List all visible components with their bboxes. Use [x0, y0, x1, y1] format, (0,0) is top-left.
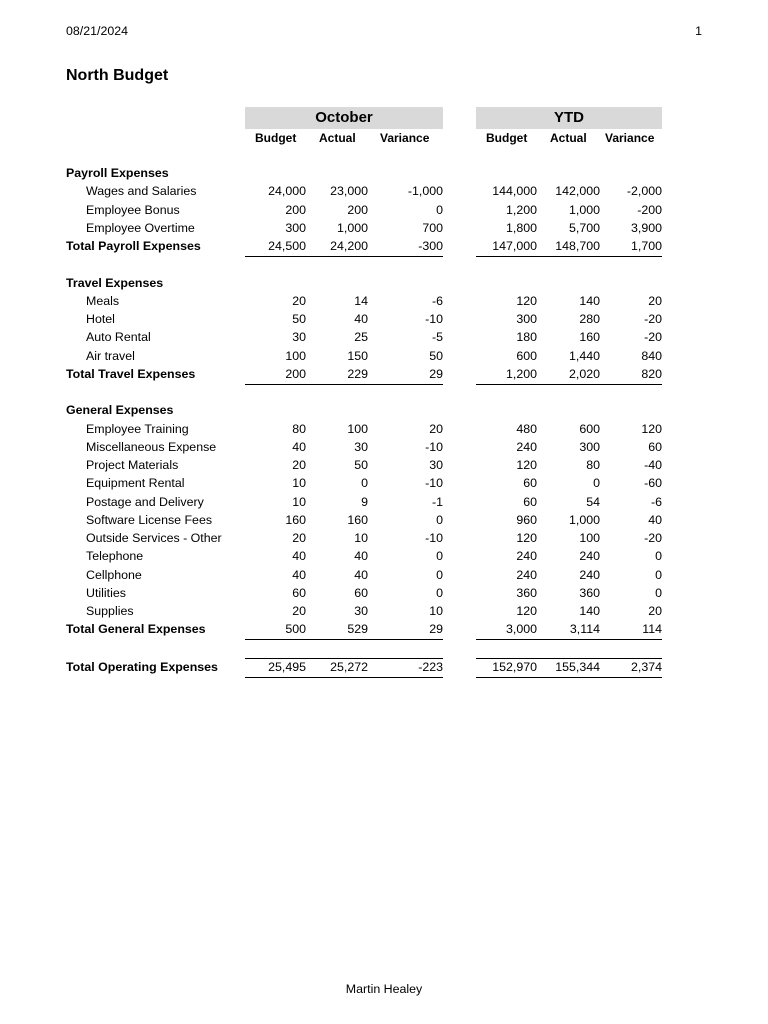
cell-ytd-budget: 1,200: [505, 366, 537, 381]
cell-oct-variance: -300: [418, 239, 443, 253]
cell-oct-variance: -10: [425, 312, 443, 326]
cell-oct-actual: 10: [354, 531, 368, 545]
cell-oct-variance: -6: [431, 293, 443, 308]
cell-oct-budget: 25,495: [268, 659, 306, 674]
cell-ytd-budget: 480: [516, 421, 537, 436]
cell-ytd-actual: 240: [579, 567, 600, 582]
cell-oct-budget: 40: [292, 439, 306, 454]
cell-ytd-variance: 114: [642, 622, 662, 637]
total-rule: [476, 677, 662, 678]
grand-total-row: [0, 660, 768, 678]
cell-oct-actual: 1,000: [336, 220, 368, 235]
cell-ytd-budget: 360: [516, 585, 537, 600]
cell-ytd-actual: 155,344: [555, 659, 600, 674]
table-row: [0, 513, 768, 531]
cell-oct-actual: 23,000: [330, 184, 368, 199]
cell-oct-variance: 29: [429, 622, 443, 637]
section-heading-label: Travel Expenses: [66, 275, 164, 290]
cell-ytd-budget: 144,000: [492, 184, 537, 199]
section-total-label: Total Travel Expenses: [66, 366, 196, 381]
table-row: [0, 221, 768, 239]
section-total-label: Total General Expenses: [66, 622, 206, 637]
row-label: Air travel: [86, 348, 135, 363]
col-header-budget: Budget: [255, 131, 297, 145]
total-rule: [245, 658, 443, 659]
cell-oct-budget: 40: [292, 549, 306, 564]
cell-ytd-variance: -6: [650, 494, 662, 509]
row-label: Hotel: [86, 312, 115, 326]
cell-ytd-variance: 840: [641, 348, 662, 363]
cell-ytd-actual: 142,000: [555, 184, 600, 199]
section-total-label: Total Payroll Expenses: [66, 239, 201, 253]
cell-oct-variance: -223: [418, 659, 443, 674]
section-heading: [0, 403, 768, 421]
cell-oct-actual: 9: [361, 494, 368, 509]
cell-ytd-variance: -20: [644, 531, 662, 545]
cell-oct-budget: 10: [292, 476, 306, 491]
cell-ytd-budget: 240: [516, 439, 537, 454]
table-row: [0, 349, 768, 367]
grand-total-label: Total Operating Expenses: [66, 659, 218, 674]
cell-ytd-variance: -2,000: [626, 184, 662, 199]
cell-oct-variance: 10: [429, 604, 443, 618]
row-label: Supplies: [86, 604, 134, 618]
cell-ytd-budget: 60: [523, 494, 537, 509]
section-total-row: [0, 367, 768, 385]
table-row: [0, 422, 768, 440]
cell-ytd-budget: 152,970: [492, 659, 537, 674]
col-header-ytd-actual: Actual: [550, 131, 587, 145]
col-header-variance: Variance: [380, 131, 430, 145]
cell-ytd-variance: -40: [644, 458, 662, 472]
cell-oct-variance: -10: [425, 476, 443, 491]
cell-oct-budget: 80: [292, 421, 306, 436]
table-row: [0, 458, 768, 476]
section-heading: [0, 166, 768, 184]
header-date: 08/21/2024: [66, 24, 129, 38]
cell-oct-actual: 40: [354, 549, 368, 564]
row-label: Utilities: [86, 585, 126, 600]
table-row: [0, 312, 768, 330]
cell-oct-actual: 25: [354, 330, 368, 345]
cell-ytd-variance: 0: [655, 549, 662, 564]
page-number: 1: [695, 24, 702, 38]
cell-ytd-variance: 0: [655, 585, 662, 600]
cell-ytd-actual: 3,114: [569, 622, 600, 637]
table-row: [0, 549, 768, 567]
table-row: [0, 586, 768, 604]
section-heading-label: General Expenses: [66, 403, 174, 418]
cell-oct-actual: 24,200: [330, 239, 368, 253]
cell-oct-variance: 700: [422, 220, 443, 235]
cell-ytd-budget: 120: [516, 458, 537, 472]
cell-oct-actual: 160: [347, 512, 368, 527]
cell-ytd-variance: -20: [644, 330, 662, 345]
cell-ytd-variance: 20: [648, 293, 662, 308]
cell-ytd-actual: 2,020: [568, 366, 600, 381]
cell-oct-budget: 60: [292, 585, 306, 600]
cell-ytd-variance: 1,700: [630, 239, 662, 253]
cell-ytd-actual: 140: [579, 604, 600, 618]
cell-oct-budget: 200: [285, 202, 306, 217]
row-label: Project Materials: [86, 458, 179, 472]
cell-oct-variance: 0: [436, 202, 443, 217]
cell-ytd-budget: 120: [516, 531, 537, 545]
cell-ytd-budget: 147,000: [492, 239, 537, 253]
section-heading-label: Payroll Expenses: [66, 166, 169, 180]
col-header-ytd-budget: Budget: [486, 131, 528, 145]
cell-ytd-budget: 180: [516, 330, 537, 345]
cell-oct-variance: 29: [429, 366, 443, 381]
total-rule: [245, 639, 443, 640]
row-label: Wages and Salaries: [86, 184, 197, 199]
table-row: [0, 476, 768, 494]
table-row: [0, 495, 768, 513]
cell-ytd-budget: 300: [516, 312, 537, 326]
cell-ytd-budget: 60: [523, 476, 537, 491]
table-row: [0, 440, 768, 458]
cell-ytd-variance: 820: [641, 366, 662, 381]
cell-oct-actual: 229: [347, 366, 368, 381]
cell-oct-budget: 50: [292, 312, 306, 326]
cell-ytd-actual: 1,000: [568, 512, 600, 527]
table-row: [0, 330, 768, 348]
cell-oct-budget: 30: [292, 330, 306, 345]
cell-oct-variance: -1: [431, 494, 443, 509]
cell-oct-variance: 0: [436, 567, 443, 582]
cell-ytd-actual: 80: [586, 458, 600, 472]
section-total-row: [0, 239, 768, 257]
total-rule: [245, 384, 443, 385]
cell-ytd-budget: 240: [516, 549, 537, 564]
col-header-ytd-variance: Variance: [605, 131, 655, 145]
total-rule: [476, 658, 662, 659]
cell-oct-variance: -10: [425, 531, 443, 545]
cell-ytd-budget: 120: [516, 293, 537, 308]
cell-ytd-variance: 3,900: [630, 220, 662, 235]
cell-ytd-actual: 140: [579, 293, 600, 308]
cell-oct-actual: 150: [347, 348, 368, 363]
cell-ytd-budget: 120: [516, 604, 537, 618]
cell-ytd-budget: 600: [516, 348, 537, 363]
cell-oct-variance: 0: [436, 512, 443, 527]
cell-ytd-budget: 240: [516, 567, 537, 582]
cell-oct-actual: 30: [354, 439, 368, 454]
row-label: Employee Overtime: [86, 220, 195, 235]
cell-oct-actual: 40: [354, 567, 368, 582]
cell-oct-actual: 40: [354, 312, 368, 326]
cell-ytd-budget: 1,200: [505, 202, 537, 217]
cell-oct-budget: 20: [292, 531, 306, 545]
row-label: Employee Bonus: [86, 202, 180, 217]
cell-ytd-variance: 120: [641, 421, 662, 436]
total-rule: [245, 256, 443, 257]
row-label: Employee Training: [86, 421, 189, 436]
cell-oct-variance: 50: [429, 348, 443, 363]
cell-ytd-variance: 60: [648, 439, 662, 454]
cell-ytd-actual: 600: [579, 421, 600, 436]
cell-ytd-variance: 40: [648, 512, 662, 527]
cell-oct-budget: 200: [285, 366, 306, 381]
cell-oct-actual: 60: [354, 585, 368, 600]
cell-oct-variance: -10: [425, 439, 443, 454]
cell-ytd-budget: 960: [516, 512, 537, 527]
cell-oct-actual: 30: [354, 604, 368, 618]
row-label: Cellphone: [86, 567, 142, 582]
cell-ytd-actual: 1,000: [568, 202, 600, 217]
total-rule: [476, 384, 662, 385]
table-row: [0, 184, 768, 202]
cell-oct-budget: 20: [292, 604, 306, 618]
cell-oct-actual: 25,272: [330, 659, 368, 674]
cell-oct-budget: 10: [292, 494, 306, 509]
cell-oct-variance: 0: [436, 549, 443, 564]
section-heading: [0, 276, 768, 294]
cell-oct-budget: 300: [285, 220, 306, 235]
cell-ytd-budget: 1,800: [505, 220, 537, 235]
cell-oct-budget: 20: [292, 458, 306, 472]
cell-oct-actual: 529: [347, 622, 368, 637]
table-row: [0, 294, 768, 312]
cell-oct-actual: 200: [347, 202, 368, 217]
table-row: [0, 531, 768, 549]
cell-oct-actual: 50: [354, 458, 368, 472]
cell-oct-variance: -1,000: [407, 184, 443, 199]
cell-oct-actual: 14: [354, 293, 368, 308]
cell-oct-budget: 100: [285, 348, 306, 363]
footer-author: Martin Healey: [345, 982, 423, 996]
cell-ytd-variance: -20: [644, 312, 662, 326]
row-label: Auto Rental: [86, 330, 151, 345]
row-label: Miscellaneous Expense: [86, 439, 217, 454]
report-title: North Budget: [66, 67, 169, 84]
cell-oct-budget: 160: [285, 512, 306, 527]
table-row: [0, 604, 768, 622]
cell-ytd-actual: 160: [579, 330, 600, 345]
cell-oct-budget: 500: [285, 622, 306, 637]
cell-oct-budget: 24,500: [268, 239, 306, 253]
row-label: Meals: [86, 293, 120, 308]
group-header-ytd: YTD: [476, 107, 662, 129]
total-rule: [245, 677, 443, 678]
cell-ytd-variance: 0: [655, 567, 662, 582]
cell-ytd-budget: 3,000: [505, 622, 537, 637]
cell-ytd-actual: 0: [593, 476, 600, 491]
section-total-row: [0, 622, 768, 640]
table-row: [0, 568, 768, 586]
col-header-actual: Actual: [319, 131, 356, 145]
total-rule: [476, 639, 662, 640]
total-rule: [476, 256, 662, 257]
cell-oct-budget: 20: [292, 293, 306, 308]
row-label: Telephone: [86, 549, 144, 564]
cell-oct-variance: 30: [429, 458, 443, 472]
row-label: Software License Fees: [86, 512, 213, 527]
cell-ytd-variance: 2,374: [630, 659, 662, 674]
cell-oct-variance: -5: [431, 330, 443, 345]
cell-ytd-actual: 300: [579, 439, 600, 454]
cell-ytd-actual: 1,440: [568, 348, 600, 363]
cell-ytd-actual: 5,700: [568, 220, 600, 235]
cell-oct-budget: 40: [292, 567, 306, 582]
cell-oct-actual: 100: [347, 421, 368, 436]
cell-ytd-actual: 240: [579, 549, 600, 564]
cell-ytd-variance: 20: [648, 604, 662, 618]
cell-ytd-variance: -200: [637, 202, 662, 217]
cell-ytd-actual: 100: [579, 531, 600, 545]
cell-oct-variance: 20: [429, 421, 443, 436]
cell-oct-variance: 0: [436, 585, 443, 600]
row-label: Outside Services - Other: [86, 531, 222, 545]
group-header-october: October: [245, 107, 443, 129]
cell-ytd-actual: 360: [579, 585, 600, 600]
cell-oct-actual: 0: [361, 476, 368, 491]
cell-ytd-actual: 148,700: [555, 239, 600, 253]
row-label: Equipment Rental: [86, 476, 185, 491]
cell-ytd-variance: -60: [644, 476, 662, 491]
cell-ytd-actual: 54: [586, 494, 600, 509]
cell-ytd-actual: 280: [579, 312, 600, 326]
table-row: [0, 203, 768, 221]
cell-oct-budget: 24,000: [268, 184, 306, 199]
row-label: Postage and Delivery: [86, 494, 204, 509]
